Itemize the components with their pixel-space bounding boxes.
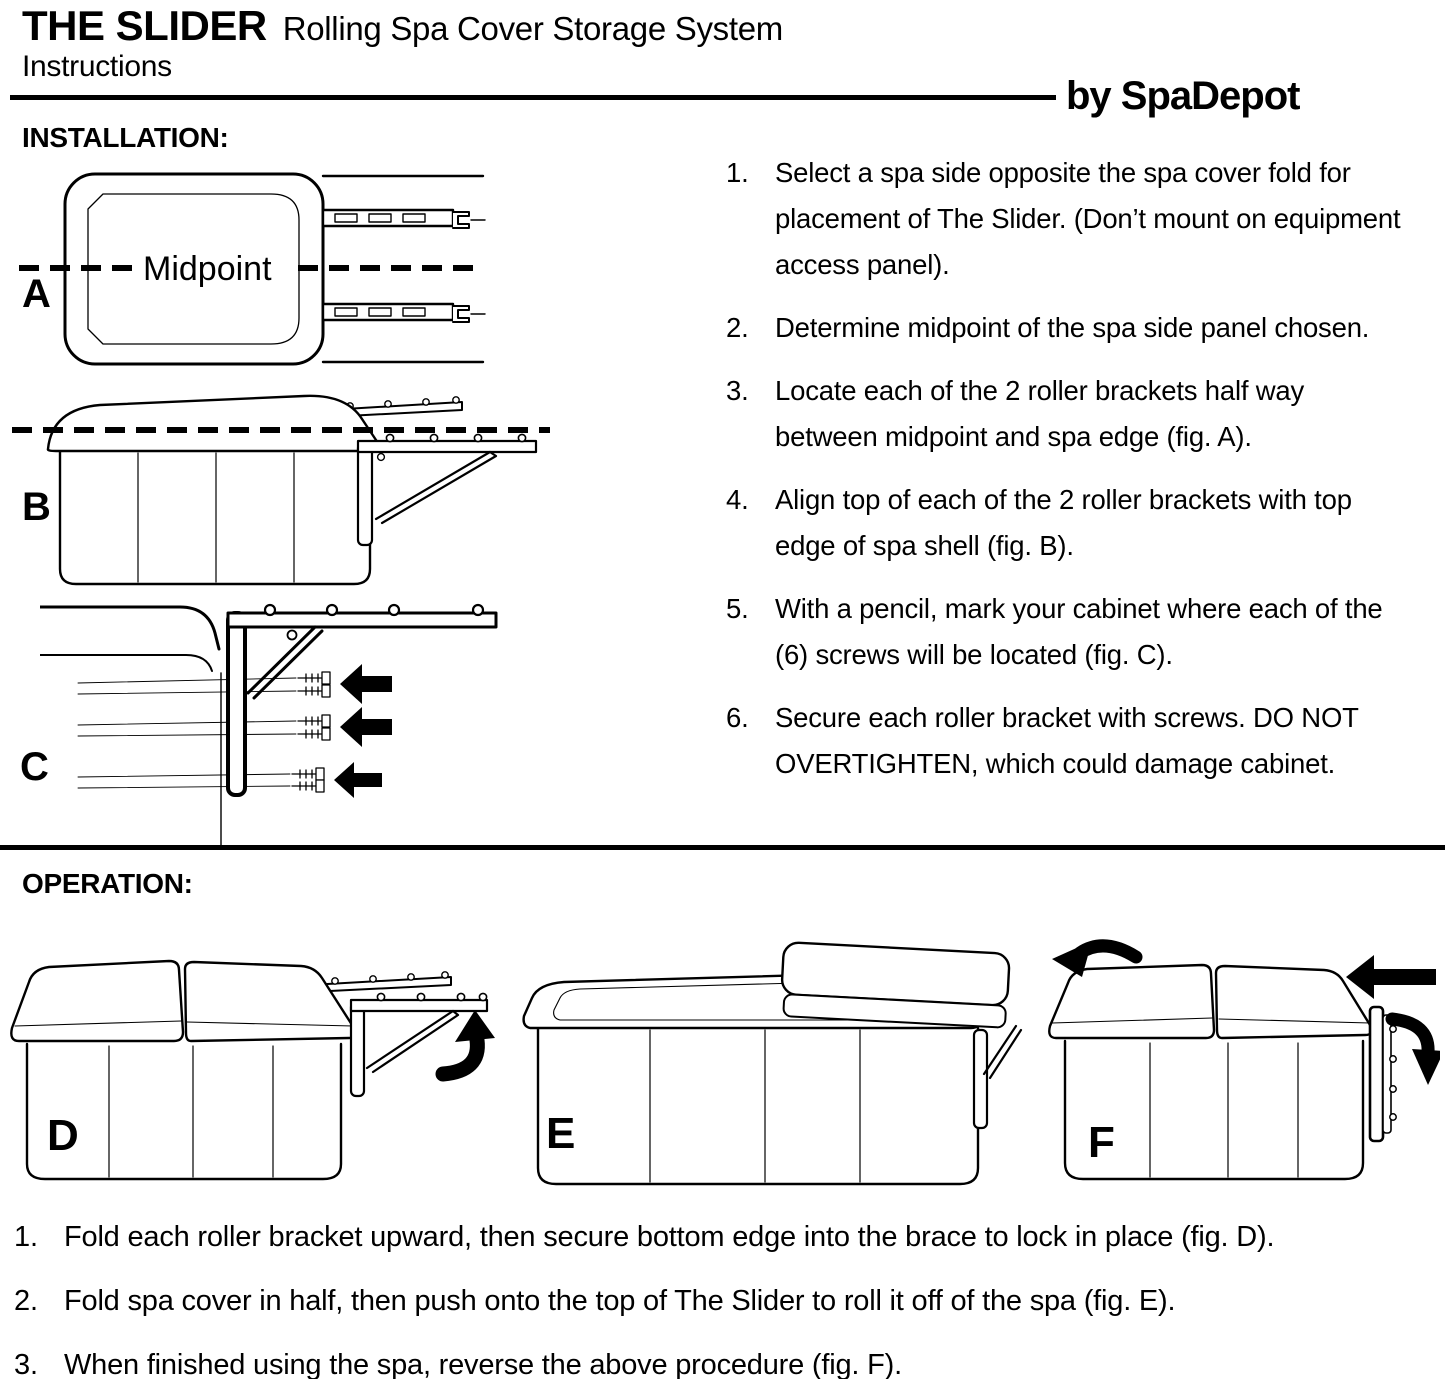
figure-d-label: D [47, 1111, 79, 1160]
figure-c-label: C [20, 745, 49, 789]
operation-steps [14, 1222, 1438, 1379]
figure-a-label: A [22, 272, 51, 316]
figure-e [510, 938, 1040, 1198]
spa-shell [48, 396, 379, 451]
arrow-left-icon [1346, 955, 1436, 999]
spa-cover-left-half [1049, 965, 1214, 1038]
curved-down-arrowhead [1412, 1049, 1440, 1085]
figure-f-diagram [1040, 935, 1440, 1197]
folded-roller-bracket [1370, 1007, 1396, 1141]
figure-b-label: B [22, 485, 51, 529]
screw-leader-lines [78, 678, 296, 788]
installation-step: With a pencil, mark your cabinet where each of the (6) screws will be located (fig. C). [775, 593, 1383, 670]
tagline: Instructions [22, 50, 172, 83]
spa-cover-left-half [11, 961, 183, 1041]
roller-bracket-far [310, 972, 451, 992]
brand-byline: by SpaDepot [1066, 74, 1300, 118]
operation-heading: OPERATION: [22, 868, 193, 899]
curved-up-arrowhead [455, 1010, 495, 1042]
installation-step: Determine midpoint of the spa side panel chosen. [775, 312, 1370, 343]
installation-steps [720, 150, 1412, 804]
arrow-left-icon [334, 762, 382, 798]
figure-a [15, 162, 615, 380]
roller-bracket-near [351, 993, 487, 1096]
installation-step: Secure each roller bracket with screws. DO NOT OVERTIGHTEN, which could damage cabinet. [775, 702, 1359, 779]
installation-step: Align top of each of the 2 roller brackets with top edge of spa shell (fig. B). [775, 484, 1352, 561]
spa-cover-right-half [185, 962, 356, 1041]
curved-down-arrow-icon [1392, 1019, 1428, 1053]
operation-step: Fold spa cover in half, then push onto the top of The Slider to roll it off of the spa (fig. E). [64, 1285, 1176, 1317]
folded-spa-cover [780, 942, 1010, 1028]
arrow-left-icon [340, 707, 392, 747]
spa-cabinet [538, 1028, 978, 1184]
figure-c [40, 593, 600, 845]
operation-step: Fold each roller bracket upward, then secure bottom edge into the brace to lock in place (fig. D). [64, 1221, 1275, 1253]
figure-d [5, 938, 505, 1193]
figure-b-diagram [10, 383, 610, 601]
installation-heading: INSTALLATION: [22, 122, 229, 153]
figure-f [1040, 935, 1440, 1197]
spa-lip-inner [40, 655, 212, 671]
spa-cabinet [60, 449, 370, 584]
arrow-left-icon [340, 664, 392, 704]
roller-bracket [323, 210, 485, 228]
roller-bracket [323, 304, 485, 322]
operation-step: When finished using the spa, reverse the above procedure (fig. F). [64, 1349, 902, 1379]
header-rule [10, 95, 1056, 100]
mounting-screws [292, 672, 330, 792]
product-title: THE SLIDER [22, 2, 267, 49]
figure-d-diagram [5, 938, 505, 1193]
figure-e-diagram [510, 938, 1040, 1198]
installation-step: Select a spa side opposite the spa cover fold for placement of The Slider. (Don’t mount on equipment access panel). [775, 157, 1401, 280]
section-divider [0, 845, 1445, 850]
midpoint-label: Midpoint [143, 250, 272, 288]
installation-step: Locate each of the 2 roller brackets half way between midpoint and spa edge (fig. A). [775, 375, 1305, 452]
page-title [22, 2, 783, 50]
figure-e-label: E [546, 1109, 576, 1158]
spa-lip-outer [40, 607, 219, 649]
figure-c-diagram [40, 593, 600, 845]
curved-up-arrow-icon [443, 1040, 477, 1074]
slider-bracket [974, 1026, 1021, 1128]
figure-a-diagram [15, 162, 615, 380]
figure-f-label: F [1088, 1118, 1115, 1167]
product-subtitle: Rolling Spa Cover Storage System [282, 10, 783, 47]
figure-b [10, 383, 610, 601]
roller-bracket-near [358, 434, 536, 545]
